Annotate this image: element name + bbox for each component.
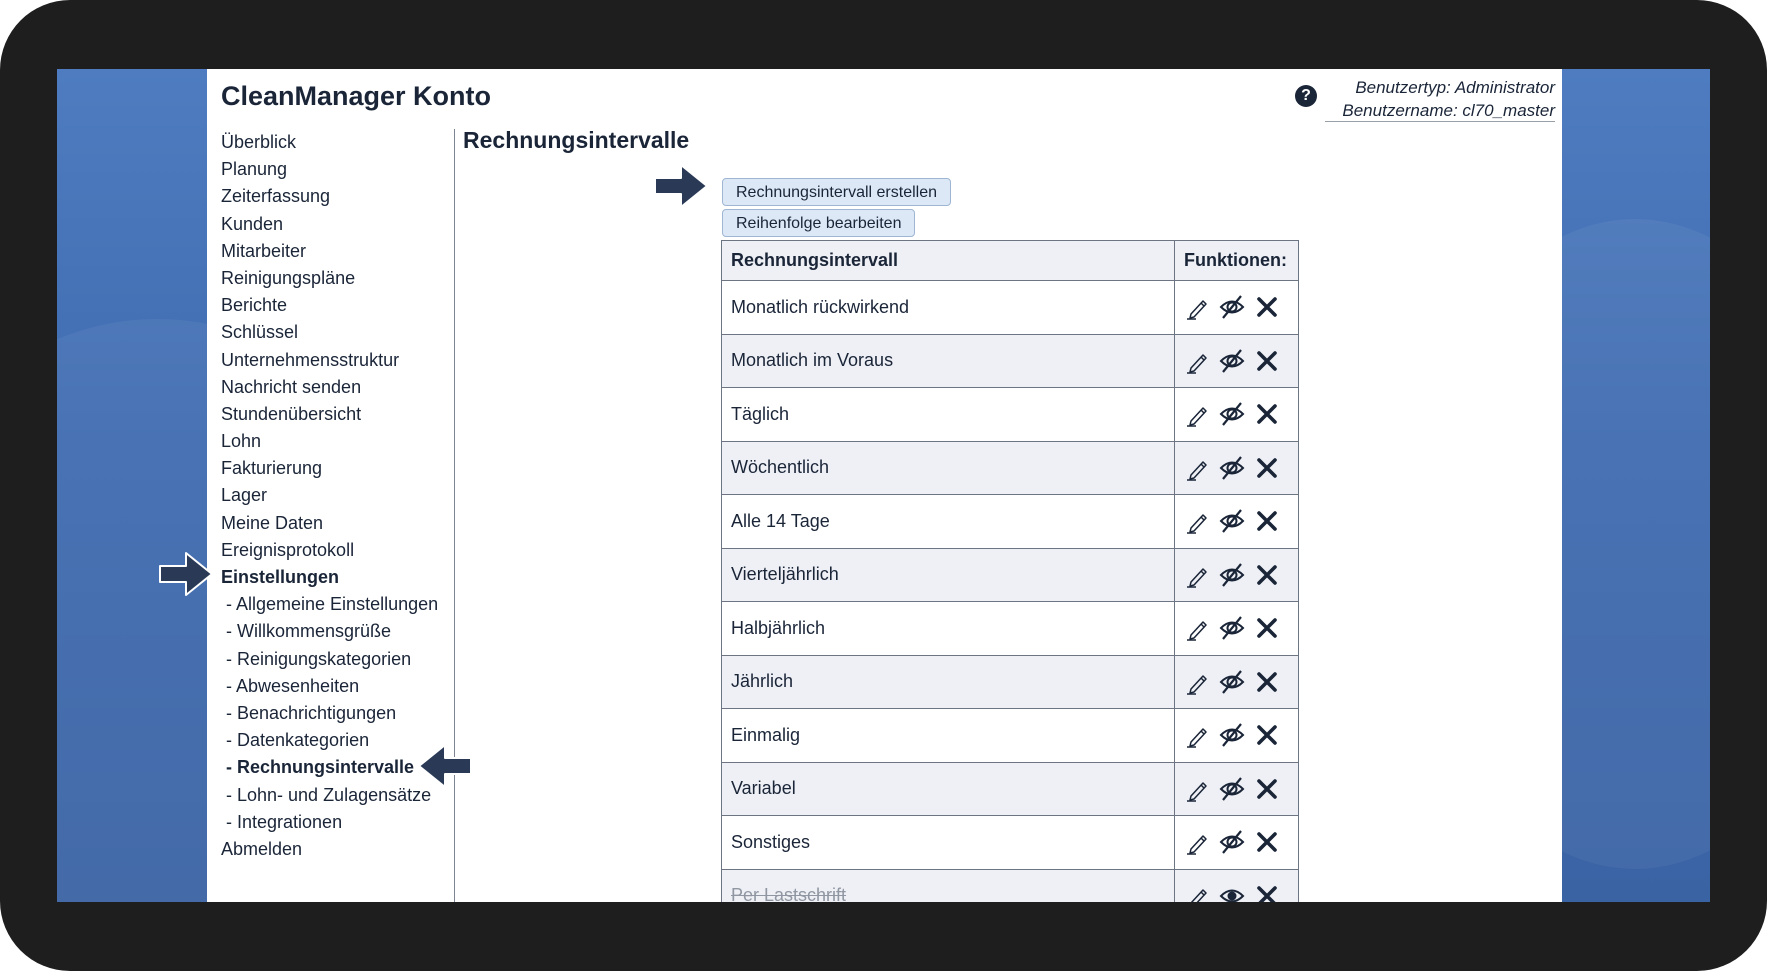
sidebar-item[interactable]: - Integrationen [226,811,343,832]
functions-cell [1175,709,1299,763]
sidebar-item[interactable]: Reinigungspläne [221,267,356,288]
interval-name: Monatlich im Voraus [731,350,894,371]
interval-name: Variabel [731,778,796,799]
browser-page [207,69,1562,902]
eye-slash-icon[interactable] [1219,508,1245,534]
sidebar-item[interactable]: Planung [221,159,288,180]
arrow-right-icon [653,163,709,209]
arrow-right-icon [158,551,214,597]
interval-name-cell [722,762,1175,816]
pencil-icon[interactable] [1184,615,1210,641]
table-row [722,441,1299,495]
x-icon[interactable] [1254,562,1280,588]
eye-slash-icon[interactable] [1219,401,1245,427]
sidebar-item[interactable]: Kunden [221,213,284,234]
pencil-icon[interactable] [1184,401,1210,427]
interval-name: Per Lastschrift [731,885,847,902]
user-name: Benutzername: cl70_master [1342,101,1555,120]
x-icon[interactable] [1254,294,1280,320]
sidebar-item[interactable]: - Willkommensgrüße [226,621,392,642]
interval-name: Täglich [731,403,790,424]
pencil-icon[interactable] [1184,829,1210,855]
eye-slash-icon[interactable] [1219,455,1245,481]
sidebar-item[interactable]: Berichte [221,295,288,316]
table-row [722,762,1299,816]
interval-name: Monatlich rückwirkend [731,296,910,317]
table-row [722,334,1299,388]
x-icon[interactable] [1254,669,1280,695]
interval-name-cell [722,548,1175,602]
sidebar-item[interactable]: - Datenkategorien [226,730,370,751]
pencil-icon[interactable] [1184,348,1210,374]
table-row [722,495,1299,549]
interval-name: Einmalig [731,724,801,745]
functions-cell [1175,388,1299,442]
pencil-icon[interactable] [1184,669,1210,695]
header-divider [1325,121,1555,122]
interval-name-cell [722,602,1175,656]
table-row [722,281,1299,335]
sidebar-item[interactable]: Meine Daten [221,512,324,533]
x-icon[interactable] [1254,883,1280,902]
table-header-row [722,241,1299,281]
sidebar-item[interactable]: Einstellungen [221,567,340,587]
edit-order-button[interactable]: Reihenfolge bearbeiten [722,209,915,237]
functions-cell [1175,495,1299,549]
eye-slash-icon[interactable] [1219,348,1245,374]
x-icon[interactable] [1254,722,1280,748]
column-header-interval: Rechnungsintervall [722,241,1175,281]
interval-name-cell [722,334,1175,388]
eye-slash-icon[interactable] [1219,722,1245,748]
sidebar-item[interactable]: - Reinigungskategorien [226,648,412,669]
x-icon[interactable] [1254,401,1280,427]
interval-name: Sonstiges [731,831,811,852]
sidebar-item[interactable]: Fakturierung [221,458,323,479]
interval-name-cell [722,869,1175,902]
pencil-icon[interactable] [1184,722,1210,748]
sidebar-item[interactable]: Unternehmensstruktur [221,349,400,370]
sidebar-item[interactable]: Schlüssel [221,322,299,343]
desktop-background [57,69,1710,902]
interval-name: Alle 14 Tage [731,510,830,531]
eye-slash-icon[interactable] [1219,776,1245,802]
help-icon[interactable]: ? [1295,85,1317,107]
x-icon[interactable] [1254,615,1280,641]
pencil-icon[interactable] [1184,776,1210,802]
pencil-icon[interactable] [1184,294,1210,320]
functions-cell [1175,762,1299,816]
functions-cell [1175,548,1299,602]
interval-name-cell [722,655,1175,709]
page-title: Rechnungsintervalle [463,127,690,153]
sidebar-item[interactable]: Lager [221,485,268,506]
pencil-icon[interactable] [1184,455,1210,481]
eye-slash-icon[interactable] [1219,829,1245,855]
column-header-functions: Funktionen: [1175,241,1299,281]
sidebar-item[interactable]: - Benachrichtigungen [226,702,397,723]
sidebar-item[interactable]: Mitarbeiter [221,240,307,261]
functions-cell [1175,441,1299,495]
sidebar-item[interactable]: Stundenübersicht [221,403,362,424]
functions-cell [1175,602,1299,656]
functions-cell [1175,869,1299,902]
functions-cell [1175,334,1299,388]
eye-slash-icon[interactable] [1219,294,1245,320]
table-row [722,388,1299,442]
eye-slash-icon[interactable] [1219,669,1245,695]
sidebar-item[interactable]: Ereignisprotokoll [221,539,355,560]
functions-cell [1175,281,1299,335]
interval-name: Jährlich [731,671,794,692]
interval-name-cell [722,388,1175,442]
sidebar-item[interactable]: - Rechnungsintervalle [226,757,415,778]
sidebar-item[interactable]: - Abwesenheiten [226,675,360,696]
interval-name: Wöchentlich [731,457,830,478]
table-row [722,655,1299,709]
x-icon[interactable] [1254,776,1280,802]
create-interval-button[interactable]: Rechnungsintervall erstellen [722,178,951,206]
x-icon[interactable] [1254,348,1280,374]
eye-icon[interactable] [1219,883,1245,902]
sidebar-item[interactable]: Überblick [221,132,297,152]
table-row [722,709,1299,763]
interval-name-cell [722,816,1175,870]
sidebar-item[interactable]: - Allgemeine Einstellungen [226,594,439,615]
interval-name-cell [722,441,1175,495]
table-row [722,869,1299,902]
x-icon[interactable] [1254,455,1280,481]
interval-name-cell [722,495,1175,549]
table-row [722,816,1299,870]
x-icon[interactable] [1254,829,1280,855]
pencil-icon[interactable] [1184,883,1210,902]
pencil-icon[interactable] [1184,508,1210,534]
sidebar-item[interactable]: - Lohn- und Zulagensätze [226,784,432,805]
interval-name-cell [722,709,1175,763]
sidebar-item[interactable]: Zeiterfassung [221,186,331,207]
interval-name: Vierteljährlich [731,564,839,585]
table-row [722,548,1299,602]
eye-slash-icon[interactable] [1219,562,1245,588]
x-icon[interactable] [1254,508,1280,534]
intervals-table [721,240,1299,902]
interval-name-cell [722,281,1175,335]
user-info [1342,76,1555,122]
interval-name: Halbjährlich [731,617,826,638]
table-row [722,602,1299,656]
user-type: Benutzertyp: Administrator [1355,78,1555,97]
functions-cell [1175,655,1299,709]
sidebar-item[interactable]: Lohn [221,431,262,452]
eye-slash-icon[interactable] [1219,615,1245,641]
sidebar-item[interactable]: Nachricht senden [221,376,362,397]
functions-cell [1175,816,1299,870]
app-title: CleanManager Konto [221,81,492,111]
arrow-left-icon [417,743,473,789]
pencil-icon[interactable] [1184,562,1210,588]
sidebar-item[interactable]: Abmelden [221,838,303,859]
